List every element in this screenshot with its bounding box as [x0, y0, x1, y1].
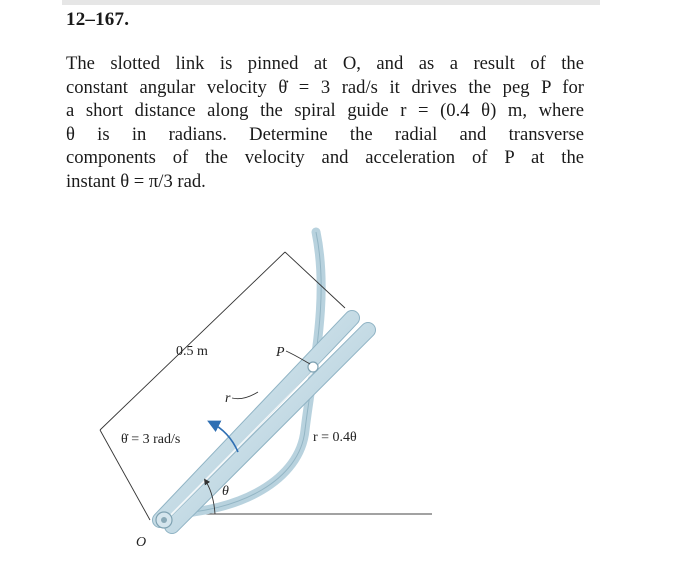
problem-line: components of the velocity and acceleration of P at the — [66, 147, 584, 168]
origin-label: O — [136, 535, 147, 550]
length-label: 0.5 m — [176, 344, 208, 359]
angular-velocity-label: θ̇ = 3 rad/s — [121, 432, 181, 447]
angle-label: θ — [222, 484, 229, 499]
problem-number: 12–167. — [66, 9, 130, 30]
problem-line: a short distance along the spiral guide r = (0.4 θ) m, where — [66, 100, 584, 121]
peg-label: P — [276, 345, 285, 360]
problem-line: The slotted link is pinned at O, and as a result of the — [66, 53, 584, 74]
problem-line: θ is in radians. Determine the radial and transverse — [66, 123, 584, 145]
radius-leader — [232, 392, 258, 399]
problem-line: constant angular velocity θ̇ = 3 rad/s it drives the peg P for — [66, 76, 584, 98]
spiral-equation-label: r = 0.4θ — [313, 430, 357, 445]
problem-line: instant θ = π/3 rad. — [66, 170, 206, 192]
radius-label: r — [225, 391, 231, 406]
